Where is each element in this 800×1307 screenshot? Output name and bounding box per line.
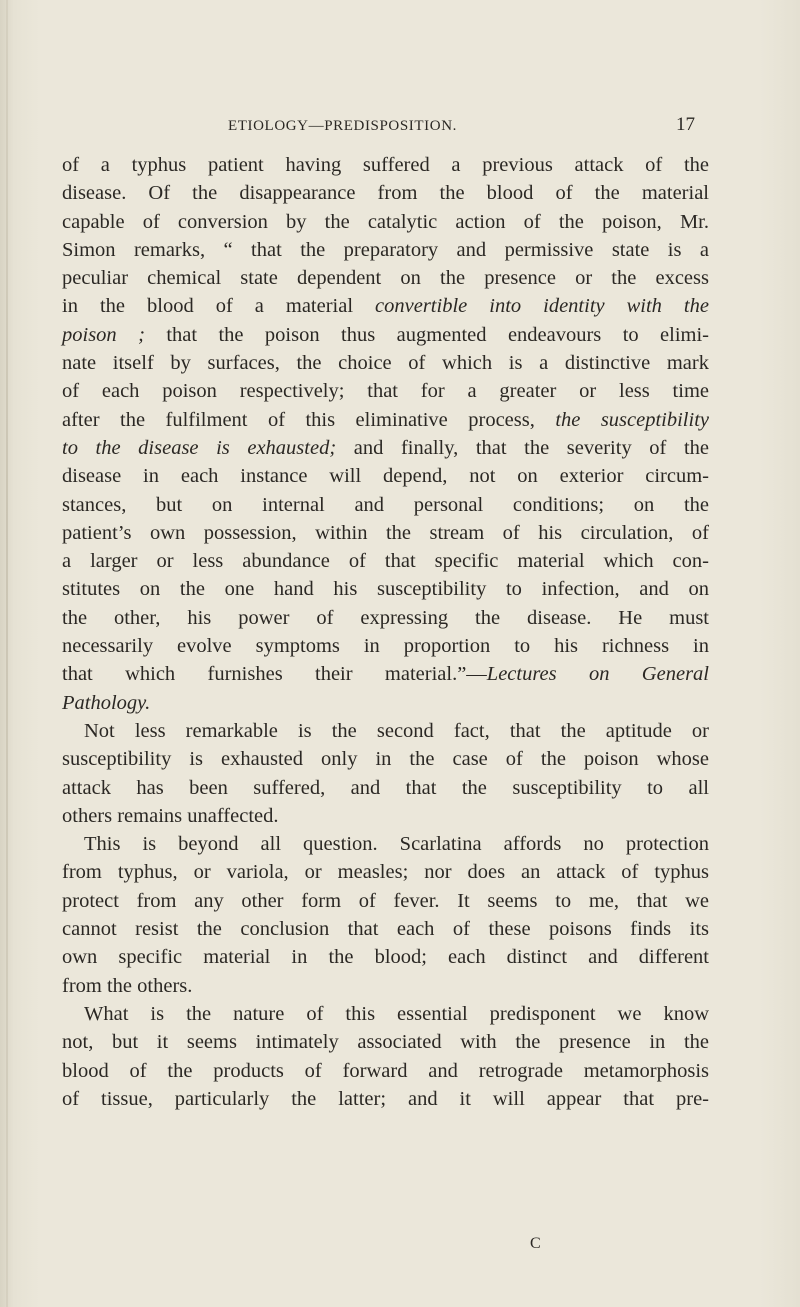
text-line: Simon remarks, “ that the preparatory and permissive state is a (62, 238, 709, 261)
text-line: from the others. (62, 974, 193, 997)
text-line: protect from any other form of fever. It seems to me, that we (62, 889, 709, 912)
text-line (62, 660, 709, 688)
text-line: stitutes on the one hand his susceptibility to infection, and on (62, 578, 709, 601)
text-run: that which furnishes their material.”— (62, 663, 487, 686)
italic-run: Pathology. (62, 691, 151, 714)
italic-run: to the disease is exhausted; (62, 436, 337, 459)
text-line: of tissue, particularly the latter; and it will appear that pre- (62, 1087, 709, 1110)
page-number: 17 (676, 114, 695, 135)
text-line: peculiar chemical state dependent on the presence or the excess (62, 267, 709, 290)
text-line: blood of the products of forward and retrograde metamorphosis (62, 1059, 709, 1082)
text-line: stances, but on internal and personal conditions; on the (62, 493, 709, 516)
text-line (62, 406, 709, 434)
text-line: own specific material in the blood; each distinct and different (62, 946, 709, 969)
text-line (62, 434, 709, 462)
text-run: after the fulfilment of this eliminative process, (62, 408, 556, 431)
text-line: capable of conversion by the catalytic action of the poison, Mr. (62, 210, 709, 233)
text-line: disease in each instance will depend, not on exterior circum- (62, 465, 709, 488)
text-run: in the blood of a material (62, 295, 376, 318)
text-line: of each poison respectively; that for a greater or less time (62, 380, 709, 403)
text-line: attack has been suffered, and that the susceptibility to all (62, 776, 709, 799)
italic-run: Lectures on General (486, 663, 709, 686)
body-text (62, 151, 709, 1113)
text-line: disease. Of the disappearance from the blood of the material (62, 182, 709, 205)
text-line: Not less remarkable is the second fact, that the aptitude or (84, 719, 709, 742)
italic-run: the susceptibility (555, 408, 709, 431)
running-header: ETIOLOGY—PREDISPOSITION. (228, 118, 457, 134)
text-line: cannot resist the conclusion that each of these poisons finds its (62, 918, 709, 941)
italic-run: poison ; (62, 323, 145, 346)
text-line: the other, his power of expressing the disease. He must (62, 606, 709, 629)
text-line: not, but it seems intimately associated with the presence in the (62, 1031, 709, 1054)
text-line: of a typhus patient having suffered a previous attack of the (62, 154, 709, 176)
text-run: that the poison thus augmented endeavours to elimi- (144, 323, 710, 346)
text-line: necessarily evolve symptoms in proportion to his richness in (62, 635, 709, 658)
text-line: patient’s own possession, within the stream of his circulation, of (62, 521, 709, 544)
text-line: a larger or less abundance of that specific material which con- (62, 550, 709, 573)
text-line: This is beyond all question. Scarlatina affords no protection (84, 833, 709, 856)
text-line: susceptibility is exhausted only in the case of the poison whose (62, 748, 709, 771)
text-line: from typhus, or variola, or measles; nor does an attack of typhus (62, 861, 709, 884)
text-line: others remains unaffected. (62, 804, 279, 827)
text-line: nate itself by surfaces, the choice of which is a distinctive mark (62, 352, 709, 375)
text-run: and finally, that the severity of the (336, 436, 709, 459)
text-line (62, 689, 709, 717)
page-binding-edge (6, 0, 8, 1307)
italic-run: convertible into identity with the (375, 295, 709, 318)
text-line (62, 292, 709, 320)
signature-mark: C (530, 1235, 541, 1252)
text-line: What is the nature of this essential predisponent we know (84, 1002, 709, 1025)
text-line (62, 321, 709, 349)
